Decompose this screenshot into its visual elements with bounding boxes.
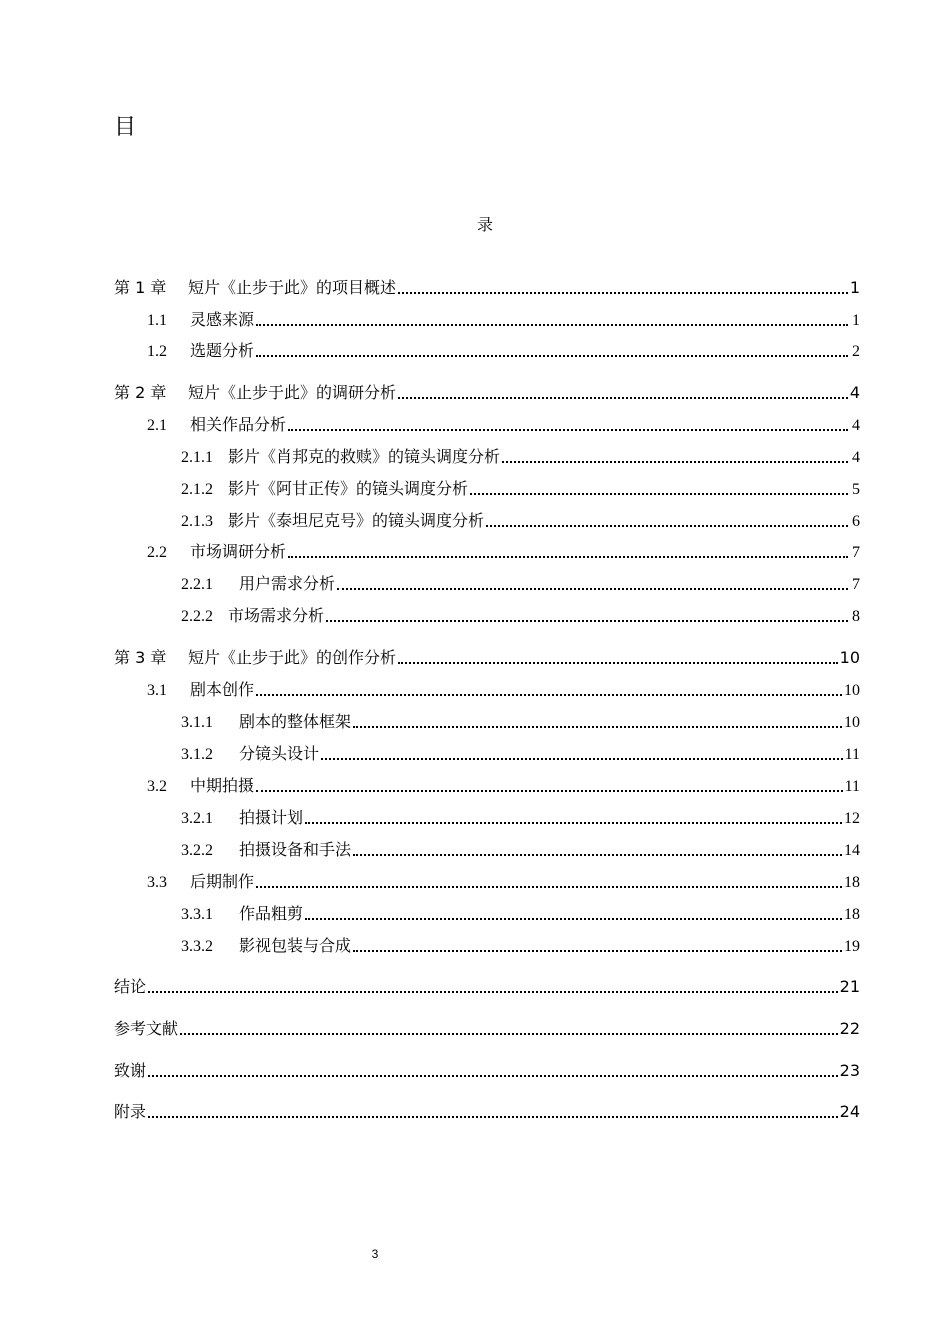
toc-entry-subsection[interactable] — [114, 444, 860, 470]
toc-entry-chapter[interactable] — [114, 380, 860, 406]
toc-entry-chapter[interactable] — [114, 645, 860, 671]
toc-entry-title: 作品粗剪 — [239, 906, 304, 923]
toc-entry-page: 1 — [852, 312, 860, 329]
toc-leader-dots — [502, 461, 848, 463]
toc-entry-title: 后期制作 — [190, 874, 255, 891]
toc-entry-subsection[interactable] — [114, 476, 860, 502]
toc-entry-number: 3.1 — [147, 682, 167, 699]
toc-entry-number: 3.1.2 — [181, 746, 213, 763]
toc-entry-section[interactable] — [114, 773, 860, 799]
toc-entry-title: 拍摄设备和手法 — [239, 842, 352, 859]
toc-entry-page: 10 — [839, 648, 860, 667]
toc-entry-conclusion[interactable] — [114, 974, 860, 1000]
toc-leader-dots — [321, 758, 843, 760]
toc-entry-page: 4 — [849, 383, 860, 402]
toc-entry-number: 2.1.2 — [181, 481, 213, 498]
toc-entry-number: 3.2 — [147, 778, 167, 795]
toc-entry-title: 影视包装与合成 — [239, 938, 352, 955]
toc-leader-dots — [148, 991, 838, 993]
toc-entry-subsection[interactable] — [114, 741, 860, 767]
toc-leader-dots — [353, 950, 842, 952]
toc-entry-page: 10 — [844, 714, 860, 731]
toc-entry-subsection[interactable] — [114, 709, 860, 735]
toc-entry-title: 影片《肖邦克的救赎》的镜头调度分析 — [228, 449, 501, 466]
toc-entry-subsection[interactable] — [114, 901, 860, 927]
toc-leader-dots — [256, 886, 842, 888]
toc-entry-section[interactable] — [114, 307, 860, 333]
toc-entry-subsection[interactable] — [114, 571, 860, 597]
toc-entry-page: 7 — [852, 576, 860, 593]
toc-entry-acknowledgements[interactable] — [114, 1058, 860, 1084]
toc-leader-dots — [398, 662, 838, 664]
toc-entry-title: 用户需求分析 — [239, 576, 336, 593]
toc-entry-title: 中期拍摄 — [190, 778, 255, 795]
toc-entry-page: 19 — [844, 938, 860, 955]
toc-entry-subsection[interactable] — [114, 603, 860, 629]
toc-entry-title: 参考文献 — [114, 1019, 179, 1038]
toc-entry-page: 5 — [852, 481, 860, 498]
toc-entry-references[interactable] — [114, 1016, 860, 1042]
toc-leader-dots — [305, 918, 842, 920]
toc-entry-subsection[interactable] — [114, 933, 860, 959]
toc-entry-page: 4 — [852, 449, 860, 466]
toc-entry-number: 3.2.1 — [181, 810, 213, 827]
toc-entry-section[interactable] — [114, 677, 860, 703]
toc-leader-dots — [337, 588, 848, 590]
toc-entry-subsection[interactable] — [114, 837, 860, 863]
toc-entry-title: 分镜头设计 — [239, 746, 320, 763]
toc-entry-chapter[interactable] — [114, 275, 860, 301]
toc-entry-title: 选题分析 — [190, 343, 255, 360]
toc-entry-number: 2.2.2 — [181, 608, 213, 625]
toc-entry-title: 灵感来源 — [190, 312, 255, 329]
toc-entry-number: 3.3 — [147, 874, 167, 891]
toc-entry-page: 18 — [844, 874, 860, 891]
toc-entry-number: 第 1 章 — [114, 278, 167, 297]
toc-entry-number: 3.3.2 — [181, 938, 213, 955]
toc-leader-dots — [398, 292, 848, 294]
toc-entry-title: 影片《泰坦尼克号》的镜头调度分析 — [228, 513, 485, 530]
toc-leader-dots — [256, 355, 848, 357]
toc-leader-dots — [256, 324, 848, 326]
toc-entry-section[interactable] — [114, 338, 860, 364]
toc-entry-number: 3.2.2 — [181, 842, 213, 859]
toc-entry-page: 18 — [844, 906, 860, 923]
toc-entry-page: 23 — [839, 1061, 860, 1080]
toc-entry-page: 11 — [844, 746, 860, 763]
toc-entry-section[interactable] — [114, 869, 860, 895]
toc-entry-title: 短片《止步于此》的创作分析 — [188, 648, 397, 667]
toc-leader-dots — [288, 556, 848, 558]
toc-leader-dots — [256, 694, 842, 696]
toc-entry-page: 2 — [852, 343, 860, 360]
toc-leader-dots — [148, 1116, 838, 1118]
toc-entry-title: 短片《止步于此》的项目概述 — [188, 278, 397, 297]
toc-entry-number: 2.1.1 — [181, 449, 213, 466]
toc-entry-number: 1.1 — [147, 312, 167, 329]
toc-entry-number: 1.2 — [147, 343, 167, 360]
toc-entry-number: 2.1 — [147, 417, 167, 434]
toc-leader-dots — [148, 1075, 838, 1077]
toc-heading-part1: 目 — [114, 115, 137, 140]
toc-entry-page: 4 — [852, 417, 860, 434]
toc-entry-title: 拍摄计划 — [239, 810, 304, 827]
toc-leader-dots — [486, 525, 848, 527]
toc-entry-title: 市场调研分析 — [190, 544, 287, 561]
toc-entry-title: 剧本的整体框架 — [239, 714, 352, 731]
toc-entry-number: 3.3.1 — [181, 906, 213, 923]
toc-entry-number: 第 3 章 — [114, 648, 167, 667]
toc-leader-dots — [180, 1033, 838, 1035]
toc-entry-title: 市场需求分析 — [228, 608, 325, 625]
toc-leader-dots — [288, 429, 848, 431]
toc-entry-page: 8 — [852, 608, 860, 625]
toc-leader-dots — [353, 726, 842, 728]
toc-entry-title: 相关作品分析 — [190, 417, 287, 434]
toc-entry-page: 7 — [852, 544, 860, 561]
toc-entry-number: 第 2 章 — [114, 383, 167, 402]
toc-entry-number: 2.2 — [147, 544, 167, 561]
toc-entry-title: 附录 — [114, 1102, 147, 1121]
toc-entry-page: 22 — [839, 1019, 860, 1038]
toc-entry-title: 结论 — [114, 977, 147, 996]
toc-entry-appendix[interactable] — [114, 1099, 860, 1125]
toc-entry-subsection[interactable] — [114, 508, 860, 534]
toc-entry-page: 11 — [844, 778, 860, 795]
toc-leader-dots — [470, 493, 848, 495]
toc-entry-title: 剧本创作 — [190, 682, 255, 699]
toc-leader-dots — [326, 620, 848, 622]
toc-entry-page: 6 — [852, 513, 860, 530]
toc-entry-page: 10 — [844, 682, 860, 699]
toc-leader-dots — [305, 822, 842, 824]
toc-leader-dots — [256, 790, 843, 792]
page-number: 3 — [371, 1247, 379, 1261]
toc-leader-dots — [353, 854, 842, 856]
toc-entry-title: 短片《止步于此》的调研分析 — [188, 383, 397, 402]
toc-entry-subsection[interactable] — [114, 805, 860, 831]
toc-entry-number: 2.1.3 — [181, 513, 213, 530]
toc-entry-title: 致谢 — [114, 1061, 147, 1080]
toc-entry-title: 影片《阿甘正传》的镜头调度分析 — [228, 481, 469, 498]
toc-leader-dots — [398, 397, 848, 399]
toc-entry-section[interactable] — [114, 412, 860, 438]
toc-entry-page: 14 — [844, 842, 860, 859]
toc-entry-number: 2.2.1 — [181, 576, 213, 593]
toc-entry-page: 1 — [849, 278, 860, 297]
toc-entry-number: 3.1.1 — [181, 714, 213, 731]
toc-entry-page: 12 — [844, 810, 860, 827]
toc-heading-part2: 录 — [476, 215, 493, 234]
toc-entry-section[interactable] — [114, 539, 860, 565]
toc-entry-page: 24 — [839, 1102, 860, 1121]
toc-entry-page: 21 — [839, 977, 860, 996]
